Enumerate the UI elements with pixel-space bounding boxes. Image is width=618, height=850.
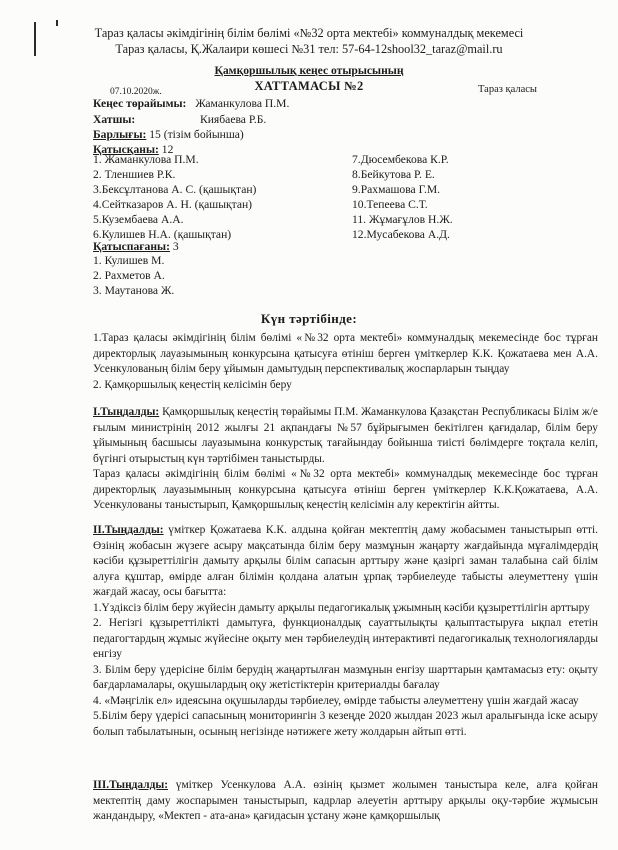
section-2-point-1: 1.Үздіксіз білім беру жүйесін дамыту арқылы педагогикалық ұжымның кәсіби құзыреттілігін арттыру (93, 601, 590, 614)
section-1-label: І.Тыңдалды: (93, 406, 160, 418)
chair-name: Жаманкулова П.М. (195, 97, 290, 110)
section-3 (93, 778, 598, 825)
section-2-paragraph: ІІ.Тыңдалды: үміткер Қожатаева К.К. алдына қойған мектептің даму жобасымен таныстырып өтті. Өзінің жобасын жүзеге асыру мақсатында білім беру мазмұнын жаңарту жағдайында мұғалімдердің кәсіби құзыреттілігін дамыту арқылы білім сапасын арттыру және қазіргі заман талабына сай білім алуға құштар, өмірде алған білімін қолдана алатын ұрпақ тәрбиелеуде табысты әлеуметтену үшін жағдай жасау, осы бағытта: (93, 524, 598, 598)
section-2-label: ІІ.Тыңдалды: (93, 524, 164, 536)
list-item: 2. Тленшиев Р.К. (93, 168, 176, 181)
chair-label: Кеңес төрайымы: (93, 97, 187, 110)
agenda-item-1: 1.Тараз қаласы әкімдігінің білім бөлімі «№32 орта мектебі» коммуналдық мекемесінде бос тұрған директорлық лауазымының конкурсына қатысуға өтініш берген үміткерлер К.К. Қожатаева мен А.А. Усенкулованың білім беру ұйымын дамытудың перспективалық жоспарларын тыңдау (93, 332, 598, 375)
section-2-point-5: 5.Білім беру үдерісі сапасының мониторингін 3 кезеңде 2020 жылдан 2023 жыл аралығында іске асыру болып табылатынын, осының негізінде нәтижеге жету жолдарын айтып өтті. (93, 710, 598, 738)
present-list-left (93, 152, 343, 242)
section-2 (93, 523, 598, 740)
present-label: Қатысқаны: (93, 143, 159, 156)
list-item: 8.Бейкутова Р. Е. (352, 168, 435, 181)
list-item: 3.Бексұлтанова А. С. (қашықтан) (93, 183, 257, 196)
header-line-2: Тараз қаласы, Қ.Жалаири көшесі №31 тел: 57-64-12shool32_taraz@mail.ru (115, 42, 503, 56)
protocol-date: 07.10.2020ж. (110, 87, 162, 97)
section-2-point-4: 4. «Мәңгілік ел» идеясына оқушыларды тәрбиелеу, өмірде табысты әлеуметтену үшін жағдай жасау (93, 694, 579, 707)
absent-row (93, 240, 179, 253)
list-item: 6.Кулишев Н.А. (қашықтан) (93, 228, 232, 241)
section-2-point-2: 2. Негізгі құзыреттілікті дамытуға, функционалдық сауаттылықты қалыптастыруға ықпал ететін педагогтардың жұмыс жүйесіне оқыту мен тәрбиелеудің интерактивті педагогикалық технологияларды енгізу (93, 617, 598, 660)
list-item: 3. Маутанова Ж. (93, 284, 175, 297)
title-line-1: Қамқоршылық кеңес отырысының (214, 64, 404, 77)
list-item: 1. Жаманкулова П.М. (93, 153, 199, 166)
secretary-name: Киябаева Р.Б. (200, 113, 267, 126)
absent-list (93, 253, 343, 298)
section-3-label: ІІІ.Тыңдалды: (93, 779, 169, 791)
list-item: 1. Кулишев М. (93, 254, 165, 267)
secretary-label: Хатшы: (93, 113, 136, 126)
agenda-body (93, 331, 598, 393)
section-3-paragraph: ІІІ.Тыңдалды: үміткер Усенкулова А.А. өзінің қызмет жолымен таныстыра келе, алға қойған мектептің даму жоспарымен таныстырып, кадрлар әлеуетін арттыру арқылы оқу-тәрбие жұмысын жандандыру, «Мектеп - ата-ана» қағидасын ұстану және қамқоршылық (93, 779, 598, 822)
section-1-paragraph: І.Тыңдалды: Қамқоршылық кеңестің төрайымы П.М. Жаманкулова Қазақстан Республикасы Білім ж/е ғылым министрінің 2012 жылғы 21 ақпандағы №57 бұйрығымен бекітілген қағидалар, білім беру ұйымының басшысы лауазымына конкурстық тағайындау бойынша тиісті бөлімдерге тоқтала келіп, бүгінгі отырыстың күн тәртібімен таныстырды. (93, 406, 598, 465)
chair-row (93, 97, 289, 110)
list-item: 9.Рахмашова Г.М. (352, 183, 441, 196)
section-1-paragraph-2: Тараз қаласы әкімдігінің білім бөлімі «№32 орта мектебі» коммуналдық мекемесінде бос тұрған директорлық лауазымының конкурсына қатысуға өтініш берген үміткерлер К.К.Қожатаева, А.А. Усенкулованы таныстырып, Қамқоршылық кеңестің келісімін алу керектігін айтты. (93, 468, 598, 511)
list-item: 4.Сейтказаров А. Н. (қашықтан) (93, 198, 253, 211)
total-value: 15 (тізім бойынша) (146, 128, 244, 141)
total-label: Барлығы: (93, 128, 147, 141)
list-item: 7.Дюсембекова К.Р. (352, 153, 449, 166)
header-line-1: Тараз қаласы әкімдігінің білім бөлімі «№32 орта мектебі» коммуналдық мекемесі (94, 26, 524, 40)
agenda-title: Күн тәртібінде: (260, 311, 358, 326)
list-item: 12.Мусабекова А.Д. (352, 228, 450, 241)
agenda-item-2: 2. Қамқоршылық кеңестің келісімін беру (93, 378, 292, 391)
title-line-2: ХАТТАМАСЫ №2 (254, 79, 364, 93)
total-row (93, 128, 244, 141)
present-value: 12 (158, 143, 174, 156)
present-list-right (352, 152, 592, 242)
list-item: 10.Тепеева С.Т. (352, 198, 428, 211)
section-1 (93, 405, 598, 514)
protocol-city: Тараз қаласы (478, 84, 537, 95)
section-2-point-3: 3. Білім беру үдерісіне білім берудің жаңартылған мазмұнын енгізу шарттарын қамтамасыз ету: оқыту бағдарламалары, оқушылардың оқу жетістіктерін критериалды бағалау (93, 663, 598, 691)
list-item: 2. Рахметов А. (93, 269, 165, 282)
list-item: 11. Жұмағұлов Н.Ж. (352, 213, 453, 226)
absent-value: 3 (169, 240, 179, 253)
absent-label: Қатыспағаны: (93, 240, 170, 253)
list-item: 5.Кузембаева А.А. (93, 213, 184, 226)
